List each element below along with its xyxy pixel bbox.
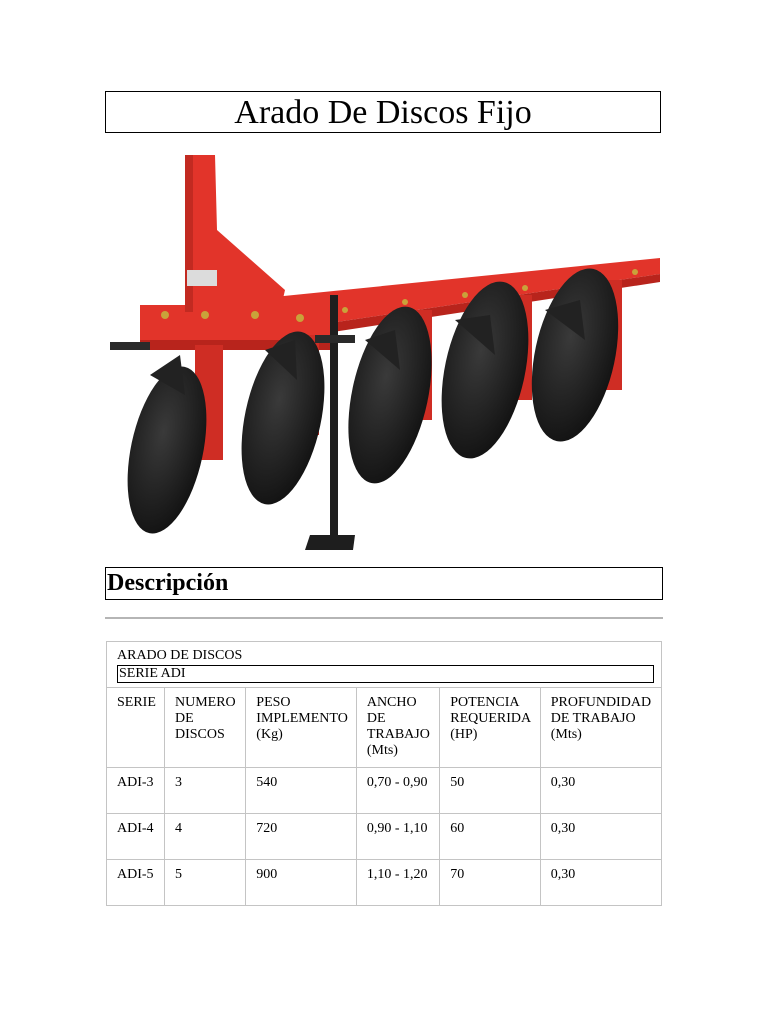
disc-plow-image bbox=[105, 150, 665, 560]
table-cell: 0,70 - 0,90 bbox=[356, 768, 439, 814]
column-header: PESO IMPLEMENTO (Kg) bbox=[246, 688, 357, 768]
table-row bbox=[107, 768, 662, 814]
spec-table bbox=[106, 641, 662, 906]
table-cell: 5 bbox=[164, 860, 245, 906]
table-cell: 720 bbox=[246, 814, 357, 860]
page-title: Arado De Discos Fijo bbox=[105, 91, 661, 133]
table-cell: 0,30 bbox=[540, 814, 661, 860]
column-header-row bbox=[107, 688, 662, 768]
table-heading: ARADO DE DISCOS bbox=[117, 648, 243, 663]
table-cell: 3 bbox=[164, 768, 245, 814]
table-cell: ADI-3 bbox=[107, 768, 165, 814]
column-header: ANCHO DE TRABAJO (Mts) bbox=[356, 688, 439, 768]
column-header: NUMERO DE DISCOS bbox=[164, 688, 245, 768]
table-cell: 0,90 - 1,10 bbox=[356, 814, 439, 860]
column-header: SERIE bbox=[107, 688, 165, 768]
table-cell: 4 bbox=[164, 814, 245, 860]
section-heading-descripcion: Descripción bbox=[105, 567, 663, 600]
horizontal-divider bbox=[105, 617, 663, 619]
table-cell: 60 bbox=[440, 814, 540, 860]
table-cell: 50 bbox=[440, 768, 540, 814]
table-cell: 70 bbox=[440, 860, 540, 906]
table-row bbox=[107, 814, 662, 860]
table-row bbox=[107, 860, 662, 906]
table-cell: 0,30 bbox=[540, 768, 661, 814]
column-header: POTENCIA REQUERIDA (HP) bbox=[440, 688, 540, 768]
column-header: PROFUNDIDAD DE TRABAJO (Mts) bbox=[540, 688, 661, 768]
table-cell: 900 bbox=[246, 860, 357, 906]
table-cell: 1,10 - 1,20 bbox=[356, 860, 439, 906]
table-header-cell bbox=[107, 642, 662, 688]
table-cell: ADI-5 bbox=[107, 860, 165, 906]
table-cell: ADI-4 bbox=[107, 814, 165, 860]
table-cell: 540 bbox=[246, 768, 357, 814]
table-cell: 0,30 bbox=[540, 860, 661, 906]
table-subheading: SERIE ADI bbox=[117, 665, 654, 683]
